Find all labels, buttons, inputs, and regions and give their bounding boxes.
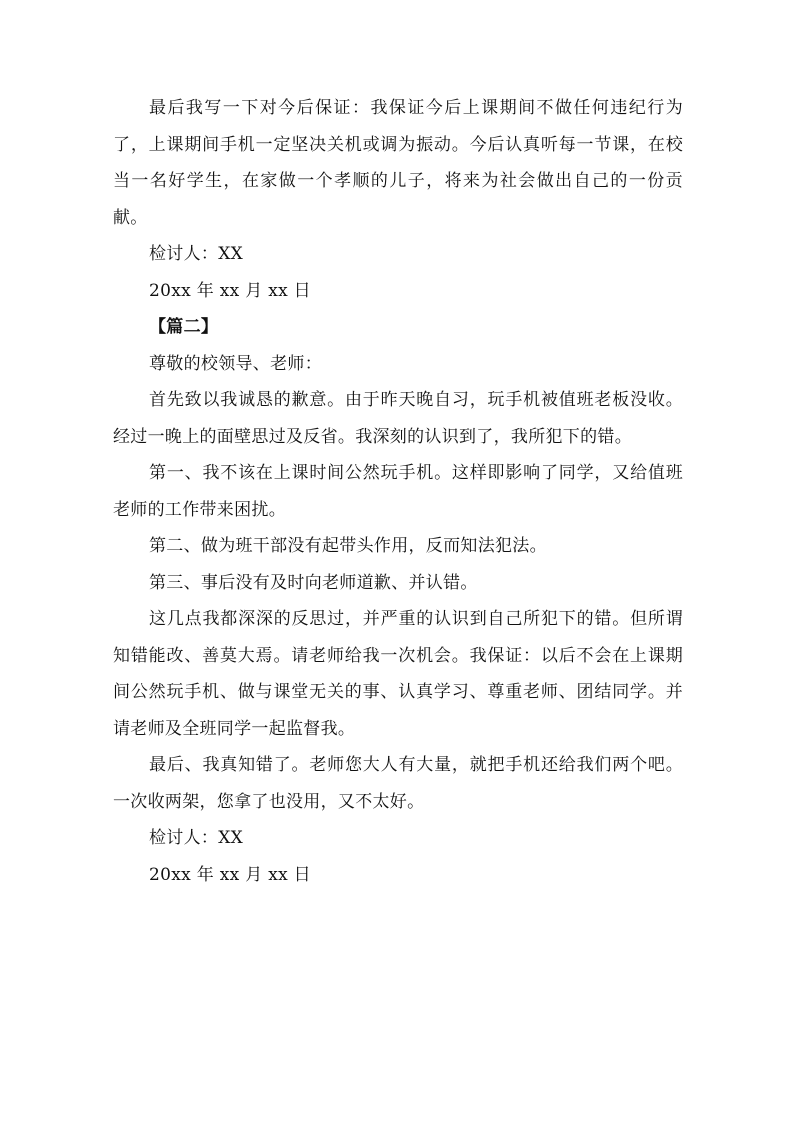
paragraph-point-two: 第二、做为班干部没有起带头作用，反而知法犯法。	[149, 536, 547, 556]
section-heading: 【篇二】	[149, 317, 219, 337]
paragraph-point-one: 第一、我不该在上课时间公然玩手机。这样即影响了同学，又给值班老师的工作带来困扰。	[113, 463, 683, 520]
paragraph-reflection: 这几点我都深深的反思过，并严重的认识到自己所犯下的错。但所谓知错能改、善莫大焉。请老师给我一次机会。我保证：以后不会在上课期间公然玩手机、做与课堂无关的事、认真学习、尊重老师、团结同学。并请老师及全班同学一起监督我。	[113, 609, 683, 739]
paragraph-apology: 首先致以我诚恳的歉意。由于昨天晚自习，玩手机被值班老板没收。经过一晚上的面壁思过及反省。我深刻的认识到了，我所犯下的错。	[113, 390, 683, 447]
signature-line: 检讨人：XX	[149, 244, 244, 264]
date-line: 20xx 年 xx 月 xx 日	[149, 280, 311, 301]
paragraph-point-three: 第三、事后没有及时向老师道歉、并认错。	[149, 572, 478, 593]
document-body	[113, 90, 683, 893]
signature-line-2: 检讨人：XX	[149, 828, 244, 848]
salutation: 尊敬的校领导、老师：	[149, 353, 322, 374]
paragraph-guarantee: 最后我写一下对今后保证：我保证今后上课期间不做任何违纪行为了，上课期间手机一定坚决关机或调为振动。今后认真听每一节课，在校当一名好学生，在家做一个孝顺的儿子，将来为社会做出自己的一份贡献。	[113, 98, 683, 228]
paragraph-closing: 最后、我真知错了。老师您大人有大量，就把手机还给我们两个吧。一次收两架，您拿了也没用，又不太好。	[113, 755, 683, 812]
date-line-2: 20xx 年 xx 月 xx 日	[149, 864, 311, 885]
